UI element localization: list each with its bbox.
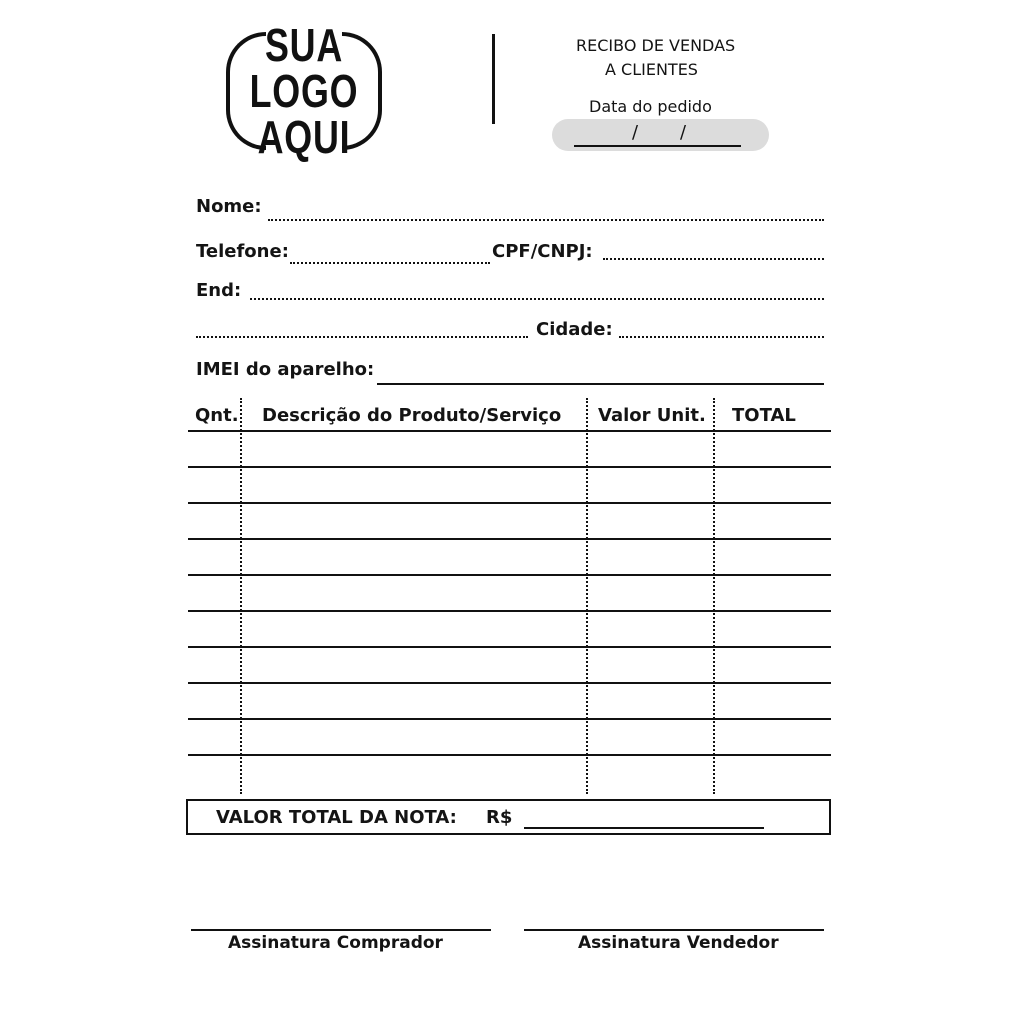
total-value-field[interactable] bbox=[524, 827, 764, 829]
table-row[interactable] bbox=[188, 430, 831, 432]
table-row[interactable] bbox=[188, 574, 831, 576]
col-header-description: Descrição do Produto/Serviço bbox=[262, 405, 562, 426]
total-currency: R$ bbox=[486, 807, 513, 828]
logo-text-line1: SUA bbox=[264, 19, 344, 71]
col-header-total: TOTAL bbox=[732, 405, 796, 426]
col-divider-unit-price bbox=[713, 398, 715, 794]
name-label: Nome: bbox=[196, 196, 262, 217]
col-divider-description bbox=[586, 398, 588, 794]
table-row[interactable] bbox=[188, 610, 831, 612]
header-divider bbox=[492, 34, 495, 124]
table-row[interactable] bbox=[188, 646, 831, 648]
receipt-title-line2: A CLIENTES bbox=[605, 60, 698, 79]
logo bbox=[224, 12, 384, 164]
imei-field[interactable] bbox=[377, 383, 824, 385]
logo-text-line2: LOGO bbox=[249, 65, 359, 117]
buyer-signature-label: Assinatura Comprador bbox=[228, 933, 443, 953]
order-date-label: Data do pedido bbox=[589, 97, 712, 116]
table-row[interactable] bbox=[188, 718, 831, 720]
imei-label: IMEI do aparelho: bbox=[196, 359, 375, 380]
cpf-cnpj-label: CPF/CNPJ: bbox=[492, 241, 593, 262]
table-row[interactable] bbox=[188, 682, 831, 684]
phone-label: Telefone: bbox=[196, 241, 289, 262]
col-header-qty: Qnt. bbox=[195, 405, 239, 426]
table-row[interactable] bbox=[188, 466, 831, 468]
address-field-line2[interactable] bbox=[196, 336, 528, 338]
city-label: Cidade: bbox=[536, 319, 613, 340]
total-label: VALOR TOTAL DA NOTA: bbox=[216, 807, 457, 828]
col-header-unit-price: Valor Unit. bbox=[598, 405, 706, 426]
seller-signature-label: Assinatura Vendedor bbox=[578, 933, 779, 953]
city-field[interactable] bbox=[619, 336, 824, 338]
logo-text-line3: AQUI bbox=[257, 111, 351, 163]
table-row[interactable] bbox=[188, 754, 831, 756]
col-divider-qty bbox=[240, 398, 242, 794]
table-row[interactable] bbox=[188, 502, 831, 504]
date-separator-2: / bbox=[680, 122, 687, 143]
name-field[interactable] bbox=[268, 219, 824, 221]
address-field[interactable] bbox=[250, 298, 824, 300]
order-date-underline bbox=[574, 145, 741, 147]
address-label: End: bbox=[196, 280, 242, 301]
phone-field[interactable] bbox=[290, 262, 490, 264]
receipt-title-line1: RECIBO DE VENDAS bbox=[576, 36, 736, 55]
buyer-signature-line[interactable] bbox=[191, 929, 491, 931]
seller-signature-line[interactable] bbox=[524, 929, 824, 931]
table-row[interactable] bbox=[188, 538, 831, 540]
cpf-cnpj-field[interactable] bbox=[603, 258, 824, 260]
date-separator-1: / bbox=[632, 122, 639, 143]
